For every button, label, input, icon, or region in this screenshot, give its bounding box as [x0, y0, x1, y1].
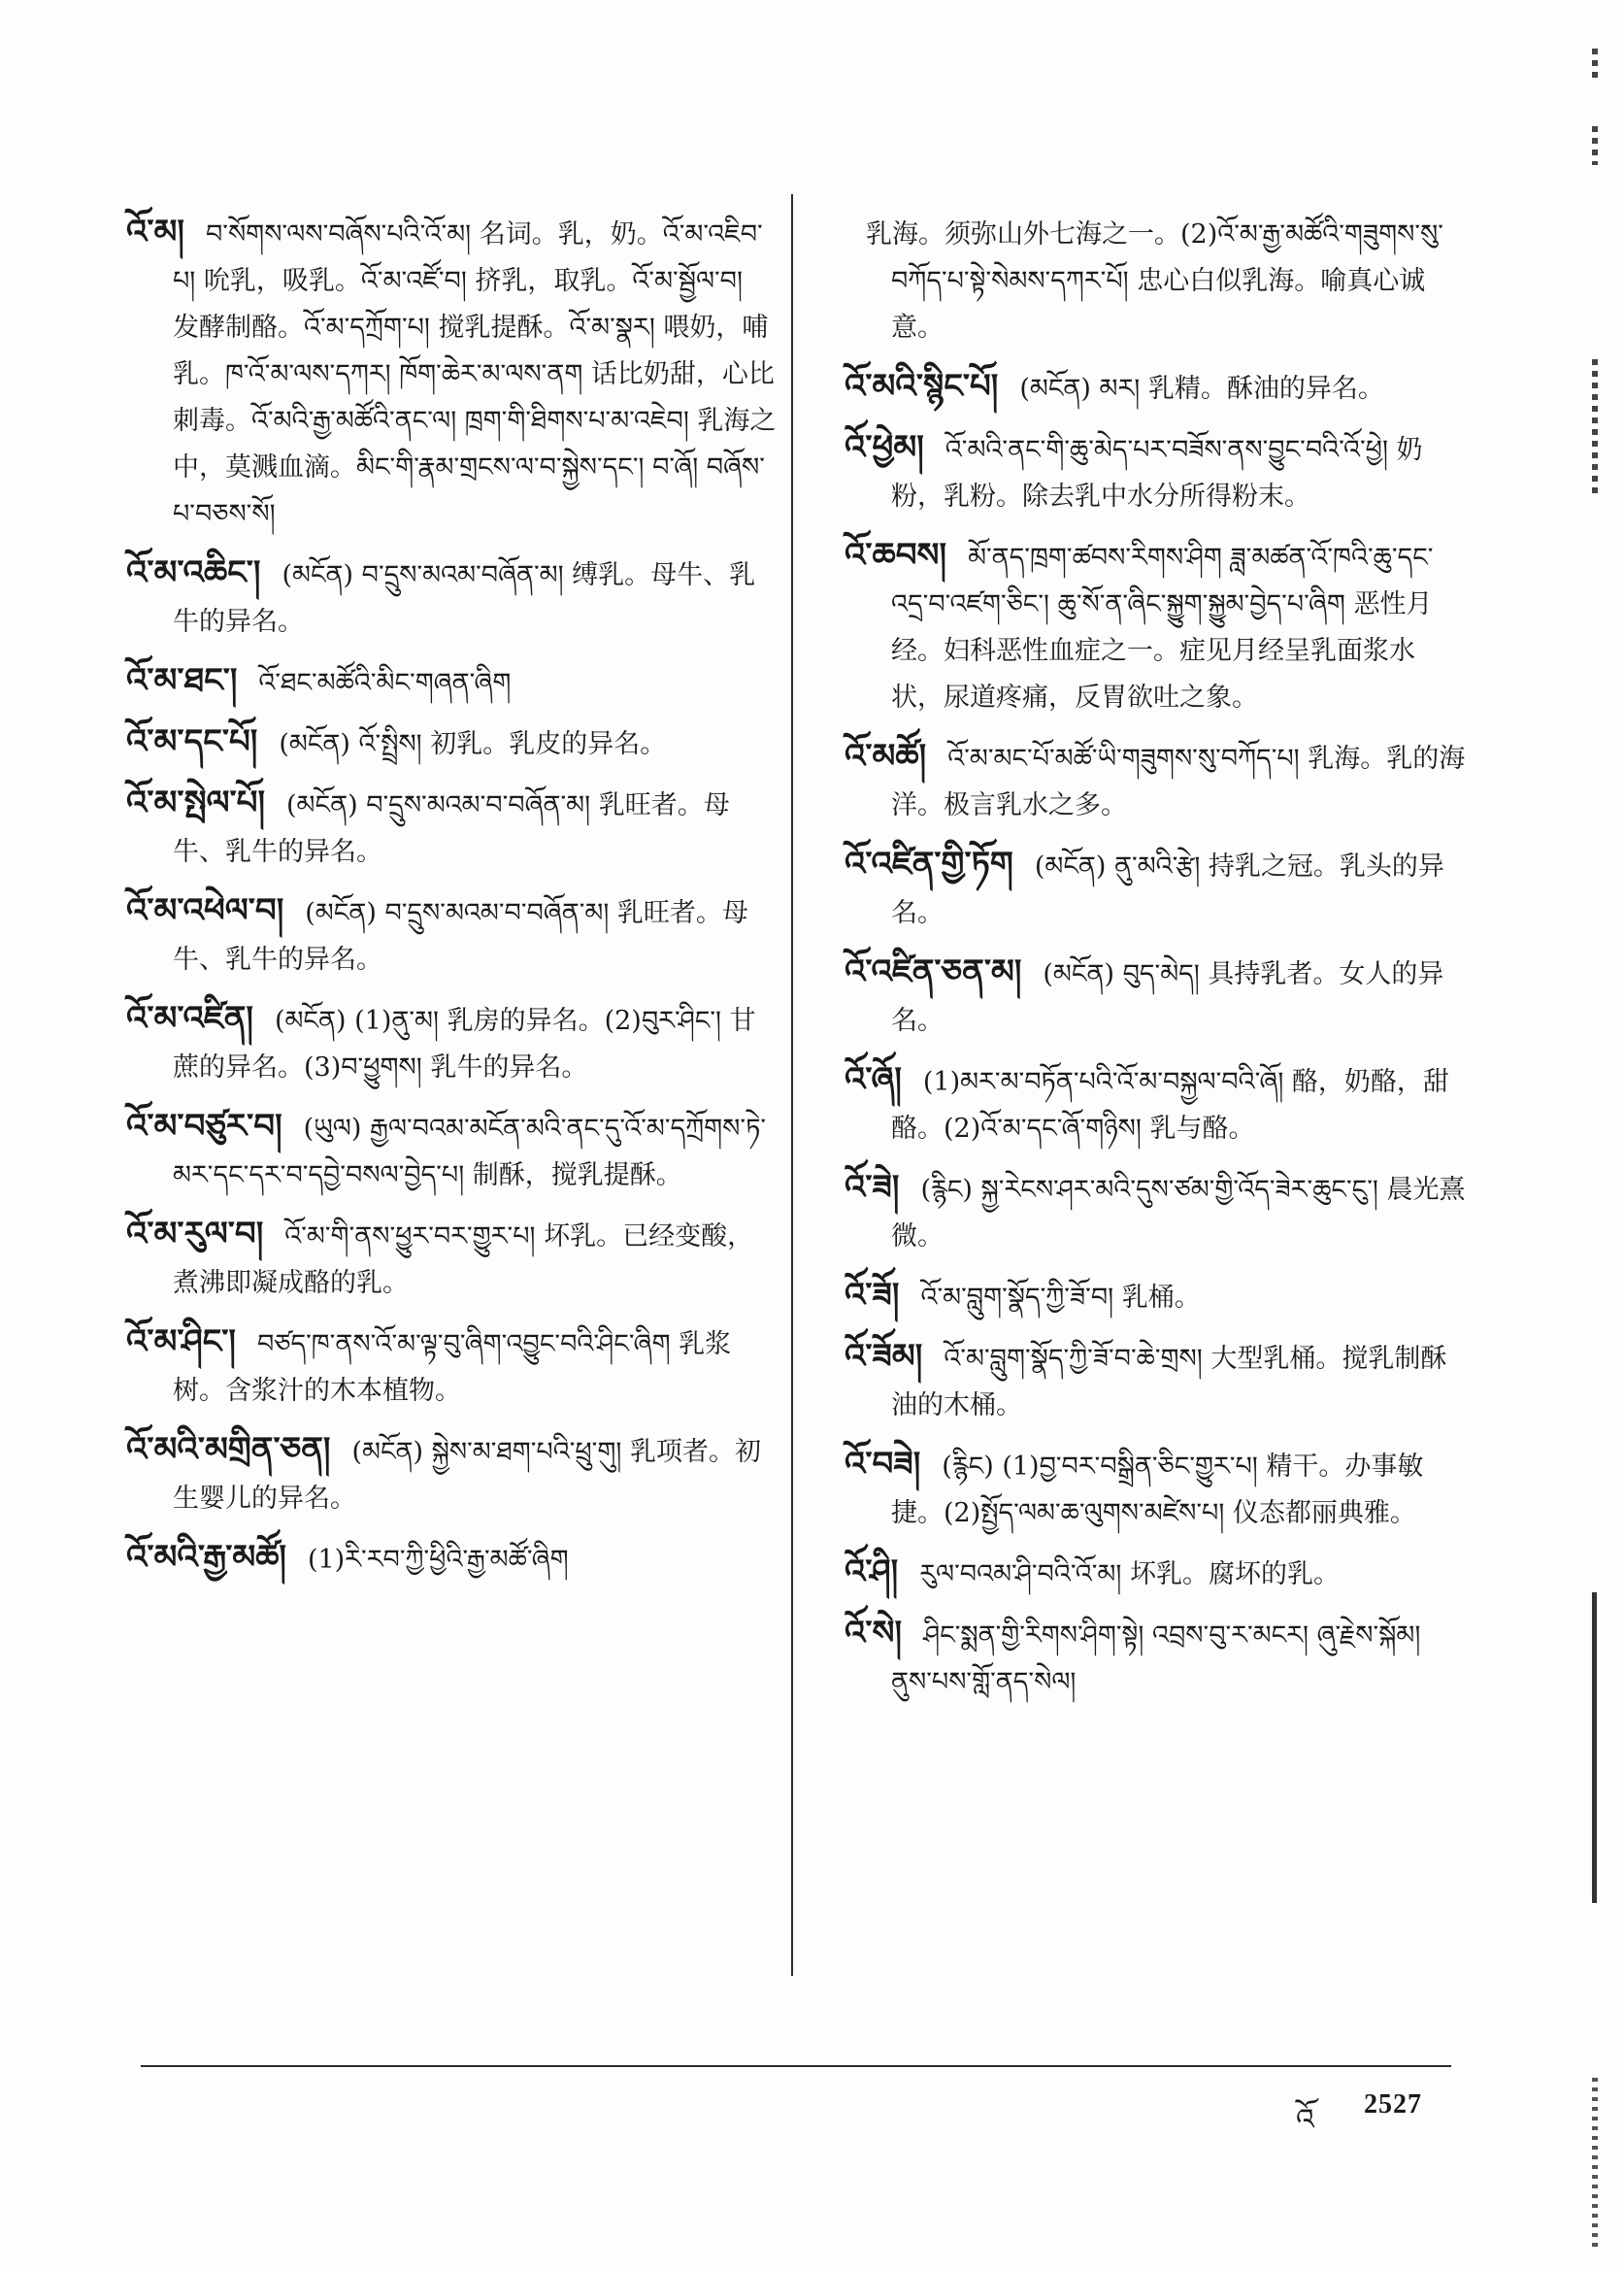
entry-definition: (མངོན) བ་དྲུས་མའམ་བ་བཞོན་མ། 乳旺者。母牛、乳牛的异名。	[173, 898, 748, 975]
dictionary-entry	[845, 209, 1466, 351]
entry-definition: རུལ་བའམ་ཤི་བའི་འོ་མ། 坏乳。腐坏的乳。	[919, 1559, 1340, 1589]
dictionary-entry	[845, 1441, 1466, 1537]
entry-headword: འོ་མཚོ།	[845, 737, 927, 776]
scan-mark	[1592, 359, 1598, 495]
entry-definition: བ་སོགས་ལས་བཞོས་པའི་འོ་མ། 名词。乳，奶。འོ་མ་འཇིབ་པ། 吮乳，吸乳。འོ་མ་འཛོ་བ། 挤乳，取乳。འོ་མ་སྦྱོལ་བ། 发酵制酪。འོ་མ་དཀྲོག་པ། 搅乳提酥。འོ་མ་སྣར། 喂奶，哺乳。ཁ་འོ་མ་ལས་དཀར། ཁོག་ཆེར་མ་ལས་ནག 话比奶甜，心比刺毒。འོ་མའི་རྒྱ་མཚོའི་ནང་ལ། ཁྲག་གི་ཐིགས་པ་མ་འཇེབ། 乳海之中，莫溅血滴。མིང་གི་རྣམ་གྲངས་ལ་བ་སྐྱེས་དང་། བ་ཞོ། བཞོས་པ་བཅས་སོ།	[173, 219, 777, 529]
dictionary-entry	[845, 1333, 1466, 1429]
entry-headword: འོ་མའི་རྒྱ་མཚོ།	[126, 1538, 286, 1577]
dictionary-entry	[126, 1534, 777, 1584]
entry-definition: (རྙིང) (1)བྱ་བར་བསྒྲིན་ཅིང་གྱུར་པ། 精干。办事敏捷。(2)སྤྱོད་ལམ་ཆ་ལུགས་མཛེས་པ། 仪态都丽典雅。	[891, 1452, 1424, 1528]
entry-headword: འོ་ཞོ།	[845, 1060, 902, 1099]
right-column	[845, 209, 1466, 1718]
page-number: 2527	[1364, 2089, 1422, 2120]
entry-headword: འོ་མའི་མགྲིན་ཅན།	[126, 1430, 331, 1469]
entry-definition: (1)རི་རབ་ཀྱི་ཕྱིའི་རྒྱ་མཚོ་ཞིག	[307, 1545, 569, 1575]
dictionary-entry	[126, 1426, 777, 1522]
left-column	[126, 209, 777, 1595]
dictionary-entry	[845, 949, 1466, 1045]
entry-definition: 乳海。须弥山外七海之一。(2)འོ་མ་རྒྱ་མཚོའི་གཟུགས་སུ་བཀོད་པ་སྟེ་སེམས་དཀར་པོ། 忠心白似乳海。喻真心诚意。	[866, 219, 1443, 343]
entry-definition: (མངོན) བ་དྲུས་མའམ་བཞོན་མ། 缚乳。母牛、乳牛的异名。	[173, 560, 756, 637]
entry-definition: (མངོན) འོ་སྤྲིས། 初乳。乳皮的异名。	[279, 729, 667, 759]
scan-mark	[1592, 126, 1598, 165]
entry-headword: འོ་ཤི།	[845, 1552, 899, 1591]
entry-headword: འོ་ཆབས།	[845, 536, 947, 575]
entry-headword: འོ་མ་ཤིང་།	[126, 1322, 236, 1361]
dictionary-entry	[845, 733, 1466, 829]
entry-definition: (མངོན) མར། 乳精。酥油的异名。	[1019, 374, 1384, 404]
entry-definition: འོ་མ་མང་པོ་མཚོ་ཡི་གཟུགས་སུ་བཀོད་པ། 乳海。乳的海洋。极言乳水之多。	[891, 744, 1466, 820]
entry-headword: འོ་མ་འཛིན།	[126, 999, 253, 1038]
entry-headword: འོ་མ་ཐང་།	[126, 661, 238, 700]
entry-definition: (མངོན) བ་དྲུས་མའམ་བ་བཞོན་མ། 乳旺者。母牛、乳牛的异名。	[173, 790, 730, 867]
dictionary-entry	[845, 424, 1466, 520]
entry-headword: འོ་ཟོམ།	[845, 1337, 923, 1376]
dictionary-entry	[845, 1610, 1466, 1706]
entry-headword: འོ་མ་འཕེལ་བ།	[126, 891, 284, 930]
entry-headword: འོ་མ་བཙུར་བ།	[126, 1107, 282, 1146]
entry-definition: (མངོན) (1)ནུ་མ། 乳房的异名。(2)བུར་ཤིང་། 甘蔗的异名。(3)བ་ཕྱུགས། 乳牛的异名。	[173, 1006, 756, 1083]
entry-headword: འོ་བཟེ།	[845, 1445, 921, 1484]
entry-definition: (རྙིང) སྐྱ་རེངས་ཤར་མའི་དུས་ཙམ་གྱི་འོད་ཟེར་ཆུང་ངུ་། 晨光熹微。	[891, 1175, 1466, 1252]
entry-definition: (མངོན) སྐྱེས་མ་ཐག་པའི་ཕྲུ་གུ། 乳项者。初生婴儿的异名。	[173, 1437, 761, 1514]
scan-mark	[1592, 49, 1598, 78]
footer-rule	[141, 2065, 1451, 2067]
entry-definition: (མངོན) བུད་མེད། 具持乳者。女人的异名。	[891, 959, 1444, 1036]
entry-definition: (མངོན) ནུ་མའི་རྩེ། 持乳之冠。乳头的异名。	[891, 851, 1444, 928]
dictionary-entry	[845, 841, 1466, 937]
dictionary-entry	[126, 209, 777, 538]
dictionary-entry	[126, 550, 777, 646]
entry-definition: (1)མར་མ་བཏོན་པའི་འོ་མ་བསྐྱལ་བའི་ཞོ། 酪，奶酪，甜酪。(2)འོ་མ་དང་ཞོ་གཉིས། 乳与酪。	[891, 1067, 1449, 1144]
entry-definition: མོ་ནད་ཁྲག་ཚབས་རིགས་ཤིག ཟླ་མཚན་འོ་ཁའི་ཆུ་དང་འདྲ་བ་འཛག་ཅིང་། ཆུ་སོ་ན་ཞིང་སྐྱུག་སྐྱུམ་བྱེད་པ་ཞིག 恶性月经。妇科恶性血症之一。症见月经呈乳面浆水状，尿道疼痛，反胃欲吐之象。	[891, 543, 1434, 713]
dictionary-entry	[126, 1319, 777, 1415]
entry-definition: འོ་ཐང་མཚོའི་མིང་གཞན་ཞིག	[258, 668, 512, 698]
scan-mark	[1592, 1592, 1597, 1903]
entry-headword: འོ་མ་རུལ་བ།	[126, 1215, 264, 1253]
dictionary-entry	[126, 1211, 777, 1307]
entry-headword: འོ་ཟེ།	[845, 1168, 900, 1207]
entry-headword: འོ་སེ།	[845, 1614, 903, 1652]
entry-headword: འོ་མ་དང་པོ།	[126, 722, 258, 761]
entry-definition: (ཡུལ) རྒྱལ་བའམ་མངོན་མའི་ནང་དུ་འོ་མ་དཀྲོགས་ཏེ་མར་དང་དར་བ་དབྱེ་བསལ་བྱེད་པ། 制酥，搅乳提酥。	[173, 1114, 767, 1190]
dictionary-entry	[126, 995, 777, 1091]
dictionary-entry	[126, 657, 777, 707]
entry-headword: འོ་མ་འཆིང་།	[126, 553, 261, 592]
entry-headword: འོ་མ་སྤེལ་པོ།	[126, 784, 266, 822]
entry-headword: འོ་མའི་སྙིང་པོ།	[845, 367, 999, 406]
entry-headword: འོ་འཛིན་གྱི་ཏོག	[845, 845, 1013, 884]
dictionary-entry	[845, 1272, 1466, 1321]
entry-definition: འོ་མ་བླུག་སྣོད་ཀྱི་ཟོ་བ། 乳桶。	[920, 1283, 1201, 1313]
dictionary-entry	[845, 1549, 1466, 1598]
dictionary-entry	[845, 1056, 1466, 1152]
entry-headword: འོ་མ།	[126, 213, 184, 251]
entry-definition: འོ་མའི་ནང་གི་ཆུ་མེད་པར་བཟོས་ནས་བྱུང་བའི་འོ་ཕྱེ། 奶粉，乳粉。除去乳中水分所得粉末。	[891, 435, 1423, 512]
entry-definition: ཤིང་སྨན་གྱི་རིགས་ཤིག་སྟེ། འབྲས་བུ་ཪ་མངར། ཞུ་རྗེས་སྐོམ། ནུས་པས་གློ་ནད་སེལ།	[891, 1620, 1421, 1697]
dictionary-entry	[845, 532, 1466, 721]
entry-definition: བཙད་ཁ་ནས་འོ་མ་ལྟ་བུ་ཞིག་འབྱུང་བའི་ཤིང་ཞིག 乳浆树。含浆汁的木本植物。	[173, 1329, 732, 1406]
section-letter: འོ	[1296, 2103, 1314, 2137]
dictionary-entry	[126, 718, 777, 768]
dictionary-entry	[126, 1103, 777, 1199]
dictionary-entry	[845, 1164, 1466, 1260]
entry-headword: འོ་འཛིན་ཅན་མ།	[845, 952, 1022, 991]
column-divider	[791, 194, 793, 1976]
dictionary-entry	[126, 780, 777, 876]
entry-headword: འོ་ཕྱེམ།	[845, 428, 924, 467]
scan-mark	[1592, 2078, 1598, 2253]
entry-headword: འོ་ཟོ།	[845, 1276, 900, 1315]
dictionary-entry	[845, 363, 1466, 413]
dictionary-entry	[126, 887, 777, 984]
entry-definition: འོ་མ་གི་ནས་ཕྱུར་བར་གྱུར་པ། 坏乳。已经变酸，煮沸即凝成酪的乳。	[173, 1221, 754, 1298]
entry-definition: འོ་མ་བླུག་སྣོད་ཀྱི་ཟོ་བ་ཆེ་གྲས། 大型乳桶。搅乳制酥油的木桶。	[891, 1344, 1447, 1420]
